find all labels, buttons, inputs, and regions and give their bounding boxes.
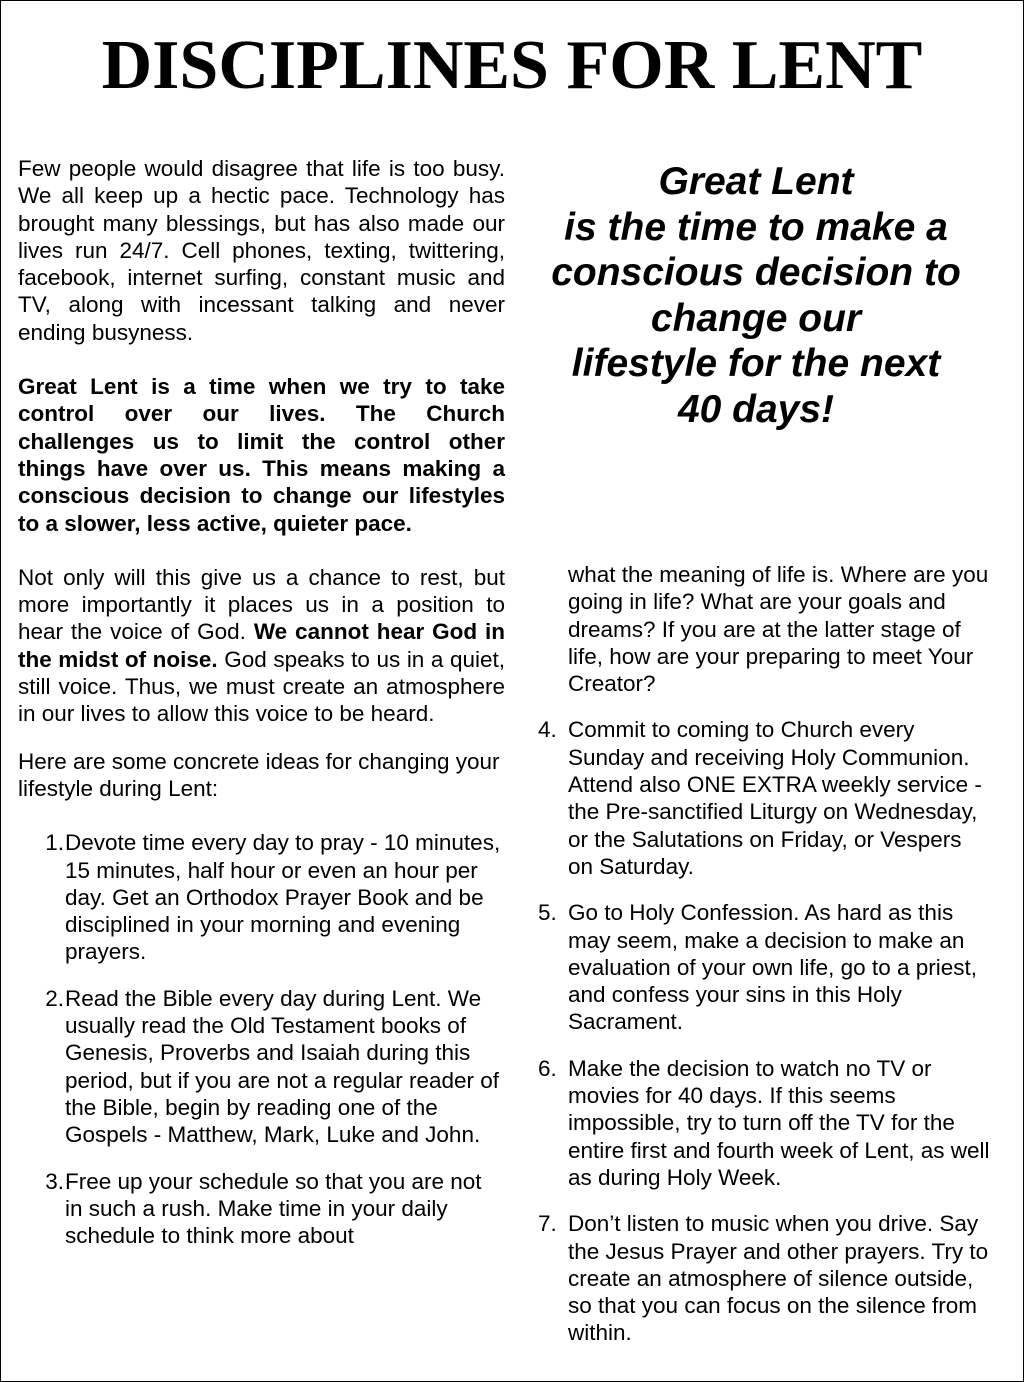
right-column [538,561,990,1366]
list-item-number: 7. [538,1211,557,1237]
list-item [538,899,990,1035]
list-item-text: Make the decision to watch no TV or movies for 40 days. If this seems impossible, try to turn off the TV for the entire first and fourth week of Lent, as well as during Holy Week. [568,1055,990,1190]
list-item-number: 2. [45,985,64,1011]
callout-line: is the time to make a [564,205,948,249]
page-title: DISCIPLINES FOR LENT [101,27,923,104]
list-item-text: Free up your schedule so that you are not in such a rush. Make time in your daily schedule to think more about [65,1168,482,1249]
list-item [18,985,505,1149]
ideas-list-right [538,716,990,1346]
ideas-intro-paragraph: Here are some concrete ideas for changing your lifestyle during Lent: [18,748,500,801]
callout-line: lifestyle for the next [571,342,941,385]
callout-line: change our [650,296,862,340]
list-item [18,1168,505,1250]
list-item-number: 1. [45,830,64,856]
list-item-text: Don’t listen to music when you drive. Say the Jesus Prayer and other prayers. Try to create an atmosphere of silence outside, so that you can focus on the silence from within. [568,1211,989,1346]
list-item [538,1055,990,1191]
intro-paragraph: Few people would disagree that life is too busy. We all keep up a hectic pace. Technology has brought many blessings, but has also made our lives run 24/7. Cell phones, texting, twittering, facebook, internet surfing, constant music and TV, along with incessant talking and never ending busyness. [18,156,505,345]
list-item-text: Go to Holy Confession. As hard as this may seem, make a decision to make an evaluation of your own life, go to a priest, and confess your sins in this Holy Sacrament. [568,900,977,1035]
list-item-number: 3. [45,1168,64,1194]
list-item [18,829,505,965]
list-item-continuation: what the meaning of life is. Where are you going in life? What are your goals and dreams? If you are at the latter stage of life, how are your preparing to meet Your Creator? [568,562,989,697]
voice-text-a: Not only will this give us a chance to rest, but more importantly it places us in a position to hear the voice of God. [18,564,505,645]
ideas-list-left [18,829,505,1249]
emphasis-paragraph: Great Lent is a time when we try to take control over our lives. The Church challenges us to limit the control other things have over us. This means making a conscious decision to change our lifestyles to a slower, less active, quieter pace. [18,374,505,536]
callout-line: conscious decision to [551,251,961,294]
list-item-number: 4. [538,717,557,743]
callout-line: 40 days! [677,387,835,431]
left-column [18,155,505,1268]
list-item-text: Devote time every day to pray - 10 minutes, 15 minutes, half hour or even an hour per day. Get an Orthodox Prayer Book and be disciplined in your morning and evening prayers. [65,830,501,965]
list-item [538,1210,990,1346]
list-item-number: 6. [538,1055,557,1081]
list-item-text: Commit to coming to Church every Sunday and receiving Holy Communion. Attend also ONE EXTRA weekly service - the Pre-sanctified Liturgy on Wednesday, or the Salutations on Friday, or Vespers on Saturday. [568,717,982,879]
list-item-text: Read the Bible every day during Lent. We usually read the Old Testament books of Genesis, Proverbs and Isaiah during this period, but if you are not a regular reader of the Bible, begin by reading one of the Gospels - Matthew, Mark, Luke and John. [65,985,500,1148]
callout-line: Great Lent [658,160,854,203]
list-item [538,716,990,880]
callout-quote [521,159,991,432]
voice-text-bold: We cannot hear God in the midst of noise. [18,619,505,672]
voice-of-god-paragraph [18,564,505,728]
list-item-number: 5. [538,900,557,926]
voice-text-c: God speaks to us in a quiet, still voice. Thus, we must create an atmosphere in our lives to allow this voice to be heard. [18,646,505,727]
